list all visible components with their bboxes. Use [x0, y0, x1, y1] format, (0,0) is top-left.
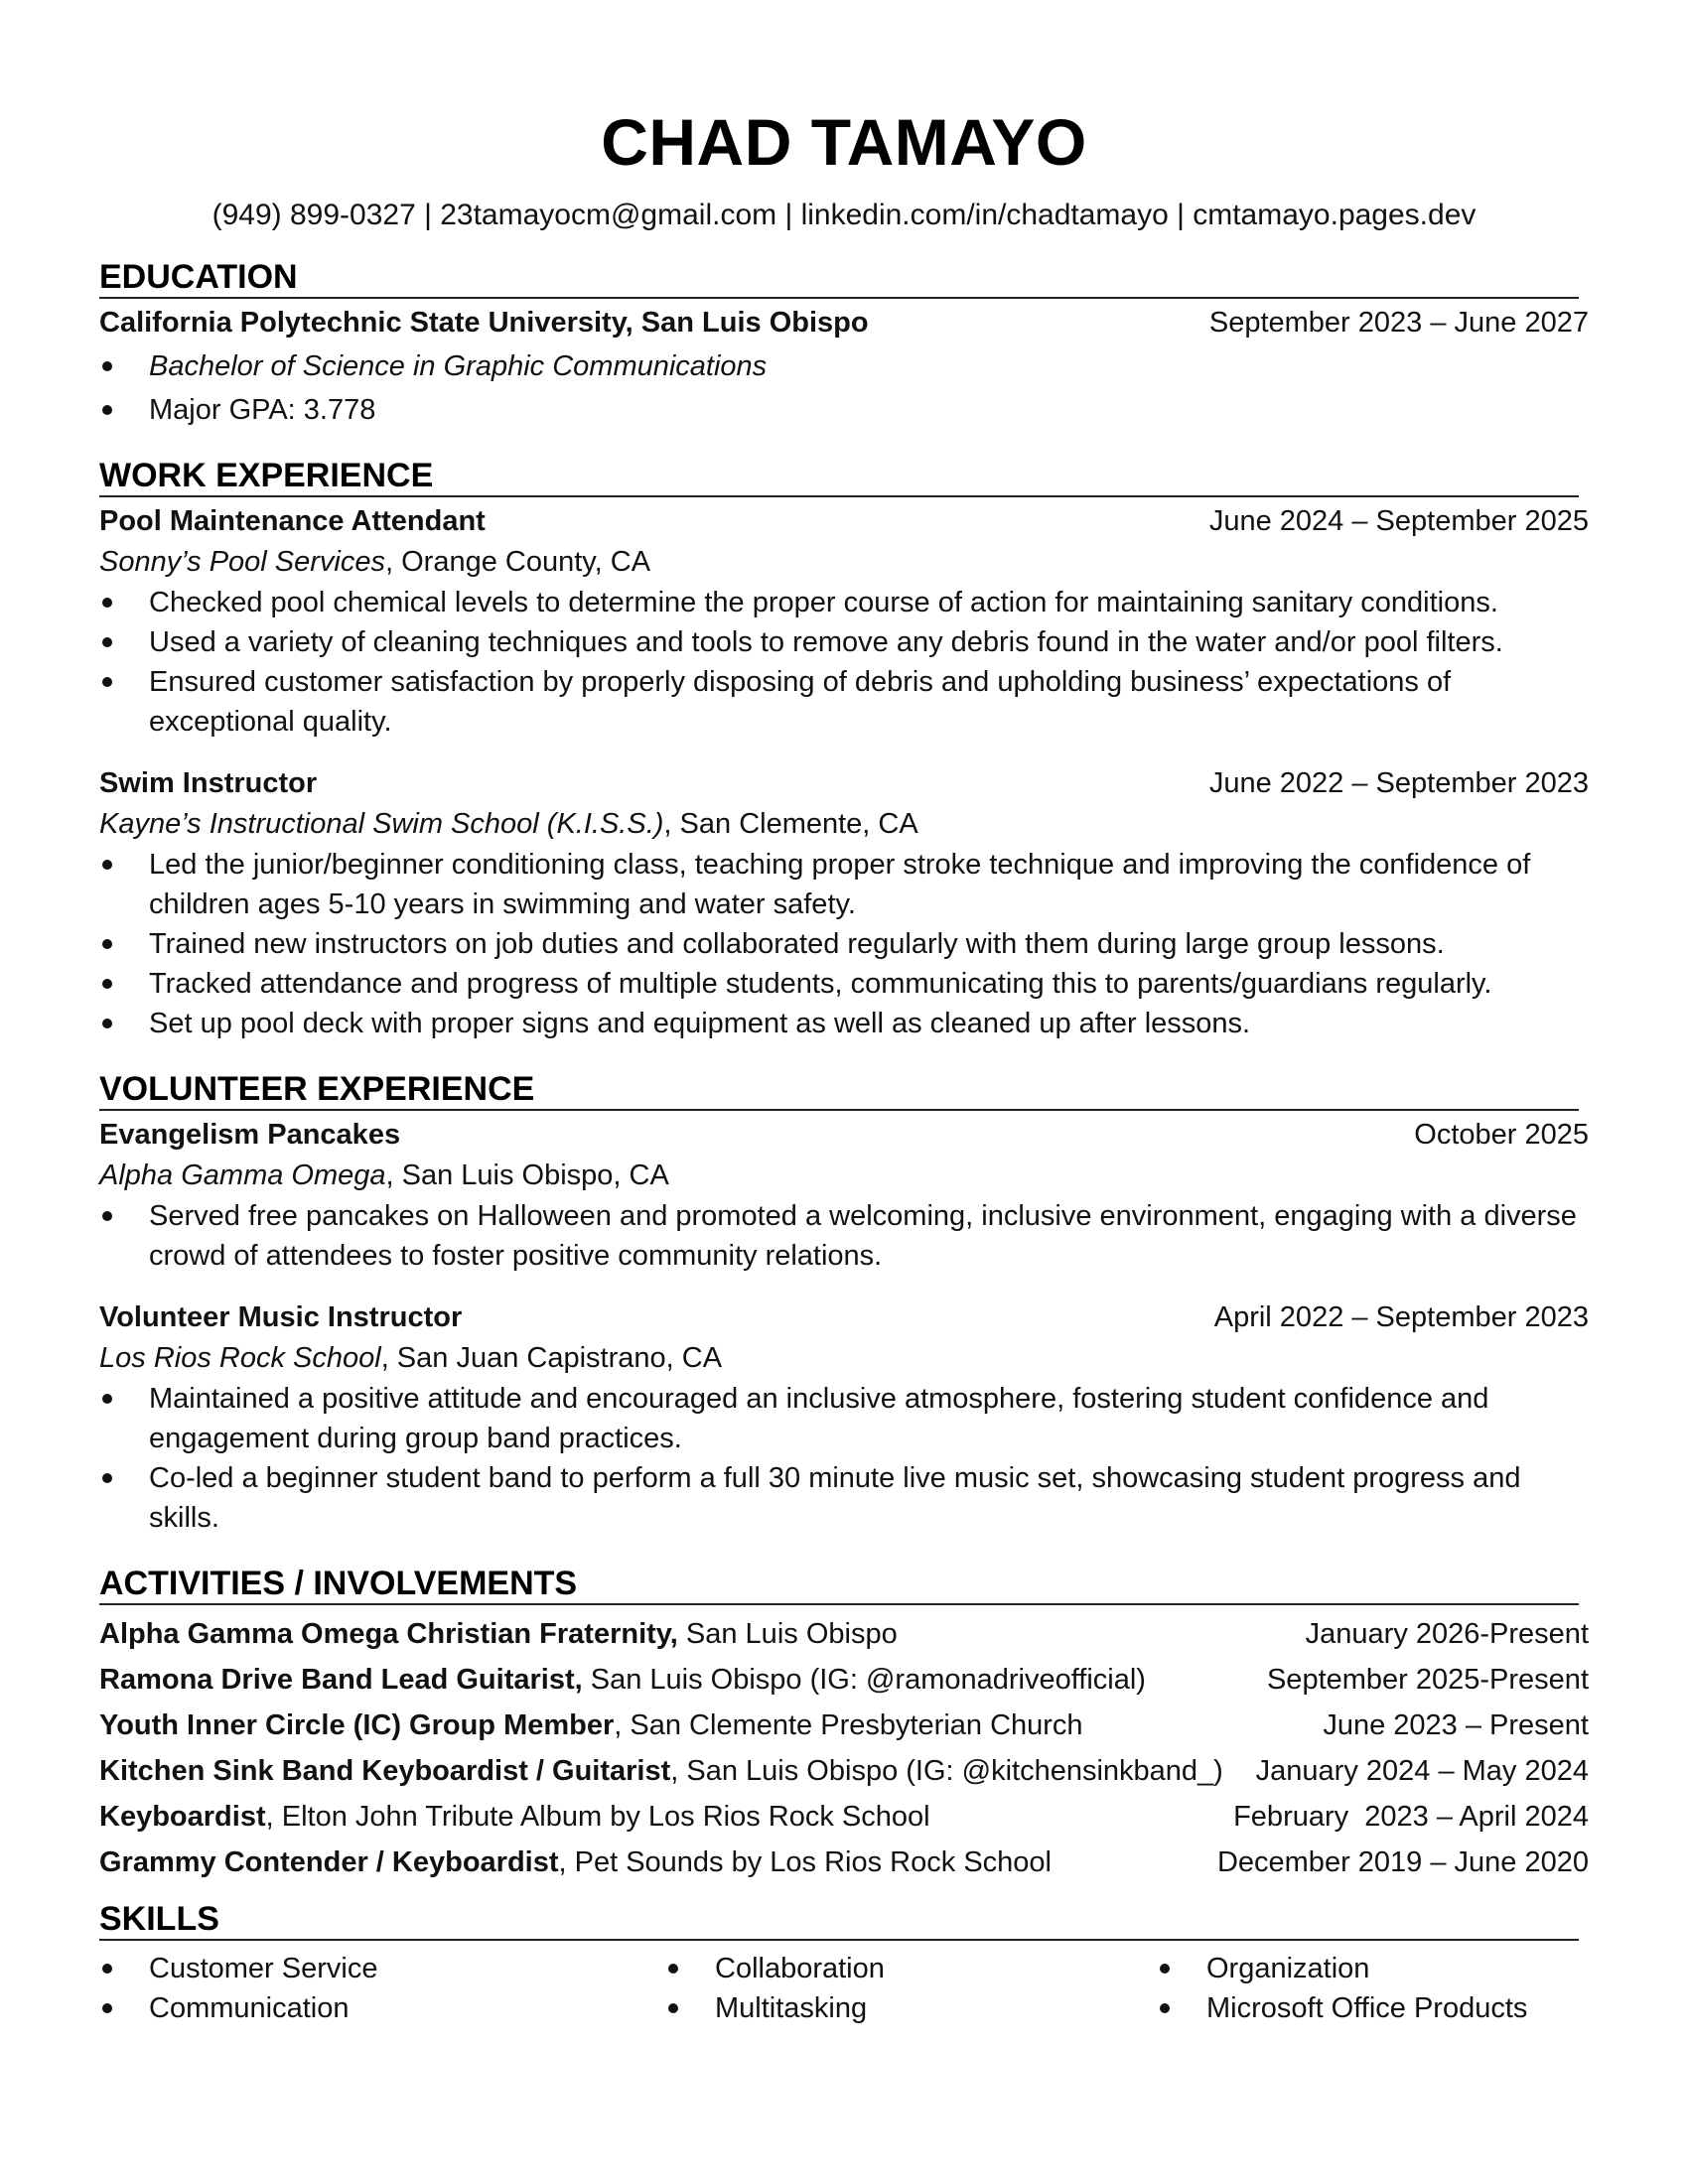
- job-org: Sonny’s Pool Services, Orange County, CA: [99, 546, 651, 578]
- job-bullet: Checked pool chemical levels to determine the proper course of action for maintaining sanitary conditions.: [99, 583, 1579, 622]
- skills-column: [99, 1949, 665, 2028]
- job-bullet: Used a variety of cleaning techniques and tools to remove any debris found in the water and/or pool filters.: [99, 622, 1579, 662]
- education-date: September 2023 – June 2027: [1208, 307, 1589, 339]
- degree-item: Bachelor of Science in Graphic Communications: [99, 346, 1579, 386]
- activity-row: Alpha Gamma Omega Christian Fraternity, San Luis Obispo January 2026-Present: [99, 1611, 1589, 1657]
- activity-date: January 2026-Present: [1305, 1618, 1589, 1650]
- volunteer-bullet: Maintained a positive attitude and encouraged an inclusive atmosphere, fostering student confidence and engagement during group band practices.: [99, 1379, 1579, 1458]
- job-bullet: Set up pool deck with proper signs and equipment as well as cleaned up after lessons.: [99, 1004, 1579, 1043]
- activity-date: September 2025-Present: [1266, 1664, 1589, 1696]
- volunteer-org: Los Rios Rock School, San Juan Capistrano, CA: [99, 1342, 723, 1374]
- skill-item: Organization: [1157, 1949, 1584, 1988]
- volunteer-date: October 2025: [1414, 1119, 1589, 1151]
- job-entry: [99, 501, 1589, 742]
- skill-item: Microsoft Office Products: [1157, 1988, 1584, 2028]
- skill-item: Communication: [99, 1988, 665, 2028]
- skills-list: [99, 1949, 1589, 2028]
- volunteer-org: Alpha Gamma Omega, San Luis Obispo, CA: [99, 1160, 669, 1191]
- activities-list: [99, 1611, 1589, 1885]
- volunteer-bullet: Co-led a beginner student band to perform a full 30 minute live music set, showcasing student progress and skills.: [99, 1458, 1579, 1538]
- volunteer-role: Volunteer Music Instructor: [99, 1301, 463, 1333]
- volunteer-date: April 2022 – September 2023: [1213, 1301, 1589, 1333]
- activity-row: Ramona Drive Band Lead Guitarist, San Luis Obispo (IG: @ramonadriveofficial) September 2025-Present: [99, 1657, 1589, 1703]
- job-role: Swim Instructor: [99, 767, 318, 799]
- activity-row: Keyboardist, Elton John Tribute Album by Los Rios Rock School February 2023 – April 2024: [99, 1794, 1589, 1840]
- skill-item: Multitasking: [665, 1988, 1157, 2028]
- volunteer-entry: [99, 1297, 1589, 1538]
- job-date: June 2022 – September 2023: [1208, 767, 1589, 799]
- job-date: June 2024 – September 2025: [1208, 505, 1589, 537]
- volunteer-role: Evangelism Pancakes: [99, 1119, 401, 1151]
- school-name: California Polytechnic State University, San Luis Obispo: [99, 307, 869, 339]
- activity-date: January 2024 – May 2024: [1255, 1755, 1589, 1787]
- job-bullet: Ensured customer satisfaction by properly disposing of debris and upholding business’ expectations of exceptional quality.: [99, 662, 1579, 742]
- contact-line: (949) 899-0327 | 23tamayocm@gmail.com | linkedin.com/in/chadtamayo | cmtamayo.pages.dev: [211, 199, 1477, 231]
- resume-page: [99, 0, 1589, 2028]
- skill-item: Collaboration: [665, 1949, 1157, 1988]
- section-title-volunteer: VOLUNTEER EXPERIENCE: [99, 1069, 1579, 1111]
- activity-row: Kitchen Sink Band Keyboardist / Guitarist, San Luis Obispo (IG: @kitchensinkband_) January 2024 – May 2024: [99, 1748, 1589, 1794]
- job-role: Pool Maintenance Attendant: [99, 505, 486, 537]
- job-bullet: Led the junior/beginner conditioning class, teaching proper stroke technique and improving the confidence of children ages 5-10 years in swimming and water safety.: [99, 845, 1579, 924]
- volunteer-bullet: Served free pancakes on Halloween and promoted a welcoming, inclusive environment, engaging with a diverse crowd of attendees to foster positive community relations.: [99, 1196, 1579, 1276]
- job-org: Kayne’s Instructional Swim School (K.I.S.S.), San Clemente, CA: [99, 808, 918, 840]
- activity-date: February 2023 – April 2024: [1233, 1801, 1589, 1833]
- section-title-activities: ACTIVITIES / INVOLVEMENTS: [99, 1564, 1579, 1605]
- skill-item: Customer Service: [99, 1949, 665, 1988]
- skills-column: [665, 1949, 1157, 2028]
- gpa-item: Major GPA: 3.778: [99, 390, 1579, 430]
- section-title-education: EDUCATION: [99, 257, 1579, 299]
- activity-row: Youth Inner Circle (IC) Group Member, San Clemente Presbyterian Church June 2023 – Present: [99, 1703, 1589, 1748]
- activity-date: December 2019 – June 2020: [1216, 1846, 1589, 1878]
- candidate-name: CHAD TAMAYO: [601, 105, 1087, 179]
- job-entry: [99, 763, 1589, 1043]
- section-title-skills: SKILLS: [99, 1899, 1579, 1941]
- section-title-work: WORK EXPERIENCE: [99, 456, 1579, 497]
- activity-row: Grammy Contender / Keyboardist, Pet Sounds by Los Rios Rock School December 2019 – June 2020: [99, 1840, 1589, 1885]
- job-bullet: Tracked attendance and progress of multiple students, communicating this to parents/guardians regularly.: [99, 964, 1579, 1004]
- activity-date: June 2023 – Present: [1323, 1709, 1589, 1741]
- job-bullet: Trained new instructors on job duties and collaborated regularly with them during large group lessons.: [99, 924, 1579, 964]
- skills-column: [1157, 1949, 1584, 2028]
- volunteer-entry: [99, 1115, 1589, 1276]
